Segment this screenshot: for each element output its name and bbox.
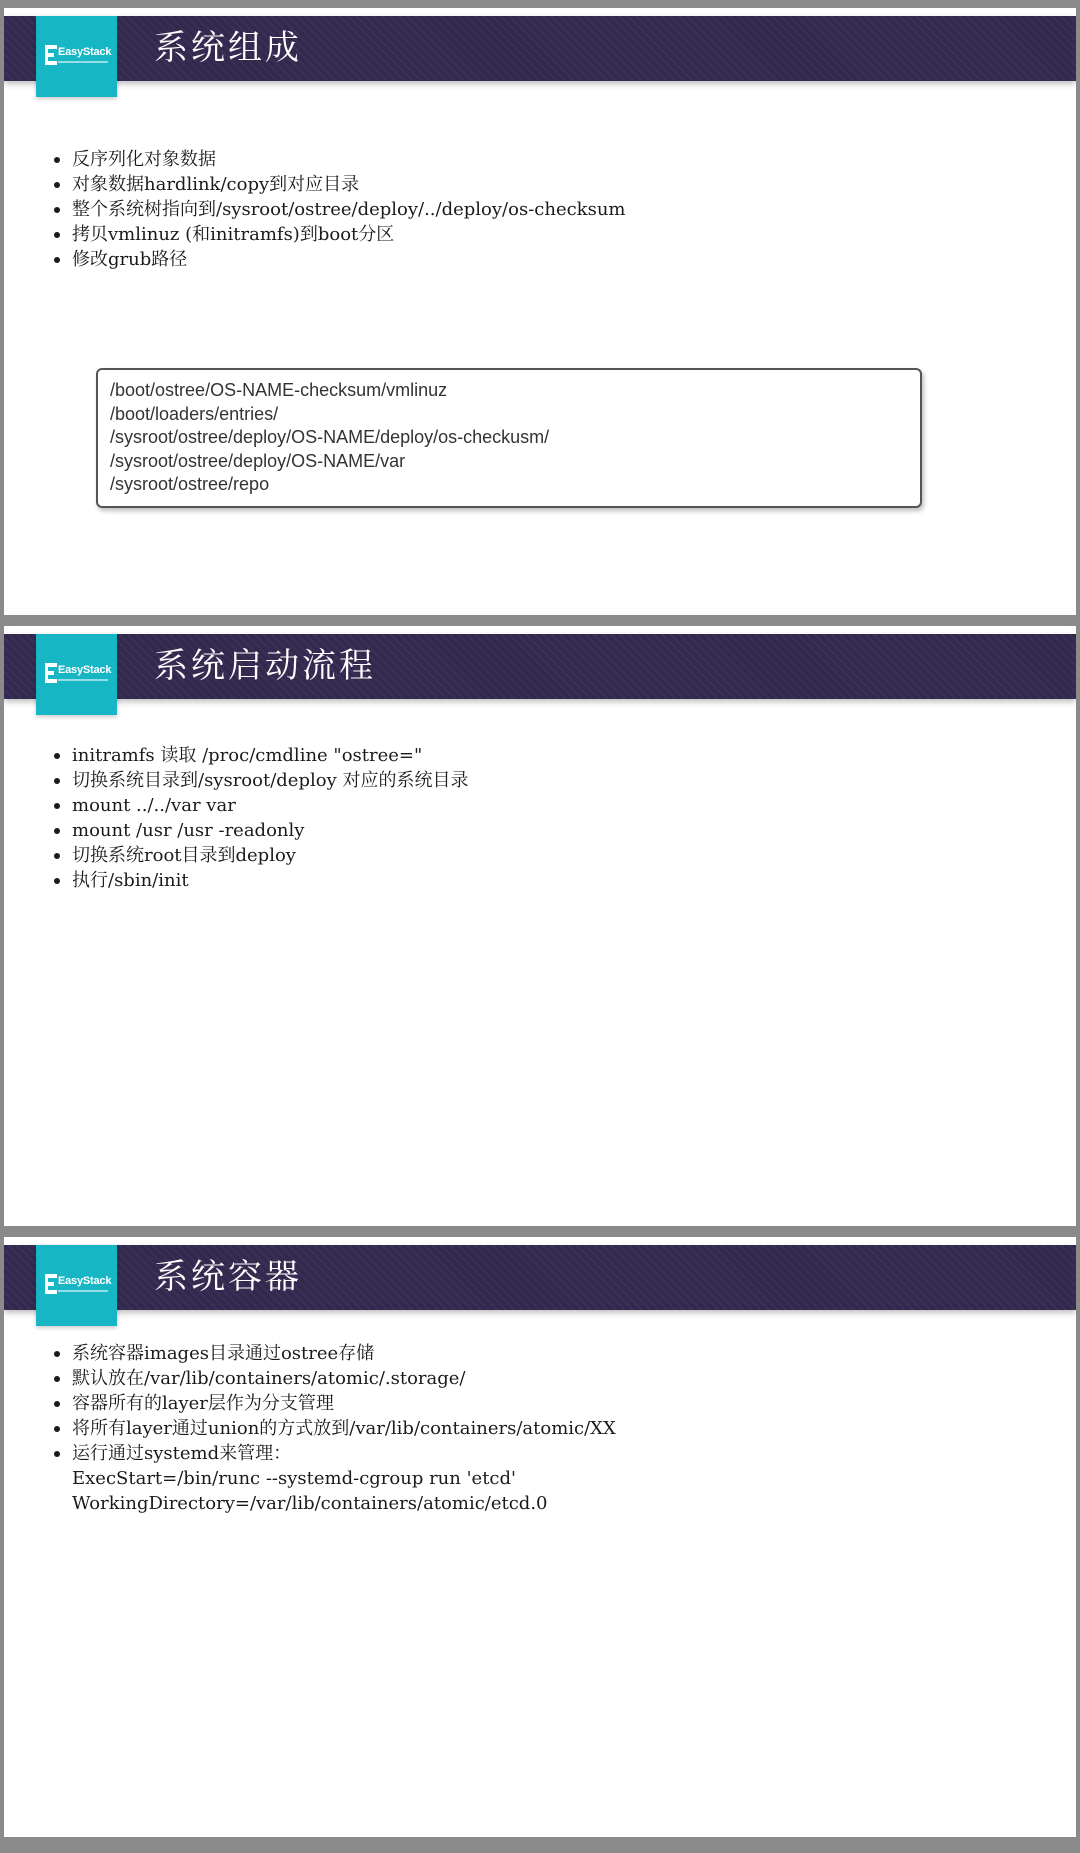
bullet-item: 系统容器images目录通过ostree存储	[54, 1341, 616, 1366]
path-line: /sysroot/ostree/deploy/OS-NAME/deploy/os-checkusm/	[110, 427, 550, 447]
bullet-item: initramfs 读取 /proc/cmdline "ostree="	[54, 743, 468, 768]
bullet-item: mount /usr /usr -readonly	[54, 818, 468, 843]
slide-system-composition	[4, 8, 1076, 615]
logo-text: EasyStack	[58, 1275, 112, 1287]
bullet-item: 切换系统root目录到deploy	[54, 843, 468, 868]
bullet-list	[54, 743, 468, 893]
path-line: /boot/ostree/OS-NAME-checksum/vmlinuz	[110, 380, 448, 400]
bullet-item: 默认放在/var/lib/containers/atomic/.storage/	[54, 1366, 616, 1391]
logo-text: EasyStack	[58, 664, 112, 676]
slide-title: 系统组成	[154, 28, 302, 68]
slide-system-containers	[4, 1237, 1076, 1837]
bullet-item: 整个系统树指向到/sysroot/ostree/deploy/../deploy/os-checksum	[54, 197, 626, 222]
easystack-logo	[36, 16, 117, 97]
path-listing-box	[96, 368, 922, 508]
bullet-item: 将所有layer通过union的方式放到/var/lib/containers/atomic/XX	[54, 1416, 616, 1441]
slide-title: 系统启动流程	[154, 646, 376, 686]
logo-tagline-line	[58, 1290, 108, 1292]
bullet-item: 反序列化对象数据	[54, 147, 626, 172]
easystack-logo-icon	[45, 45, 57, 65]
easystack-logo	[36, 634, 117, 715]
bullet-item: 对象数据hardlink/copy到对应目录	[54, 172, 626, 197]
easystack-logo-icon	[45, 663, 57, 683]
slide-title: 系统容器	[154, 1257, 302, 1297]
slide-boot-process	[4, 626, 1076, 1226]
path-line: /sysroot/ostree/deploy/OS-NAME/var	[110, 450, 406, 471]
bullet-item: 修改grub路径	[54, 247, 626, 272]
bullet-item: 执行/sbin/init	[54, 868, 468, 893]
logo-tagline-line	[58, 61, 108, 63]
path-line: /boot/loaders/entries/	[110, 403, 279, 424]
bullet-item: 拷贝vmlinuz (和initramfs)到boot分区	[54, 222, 626, 247]
logo-tagline-line	[58, 679, 108, 681]
bullet-list	[54, 147, 626, 272]
bullet-item: 切换系统目录到/sysroot/deploy 对应的系统目录	[54, 768, 468, 793]
continuation-line: WorkingDirectory=/var/lib/containers/atomic/etcd.0	[72, 1493, 548, 1514]
bullet-item: mount ../../var var	[54, 793, 468, 818]
easystack-logo	[36, 1245, 117, 1326]
logo-text: EasyStack	[58, 46, 112, 58]
continuation-line: ExecStart=/bin/runc --systemd-cgroup run 'etcd'	[72, 1468, 516, 1489]
bullet-item: 运行通过systemd来管理：	[54, 1441, 616, 1466]
bullet-item: 容器所有的layer层作为分支管理	[54, 1391, 616, 1416]
easystack-logo-icon	[45, 1274, 57, 1294]
path-line: /sysroot/ostree/repo	[110, 474, 270, 494]
bullet-list	[54, 1341, 616, 1516]
